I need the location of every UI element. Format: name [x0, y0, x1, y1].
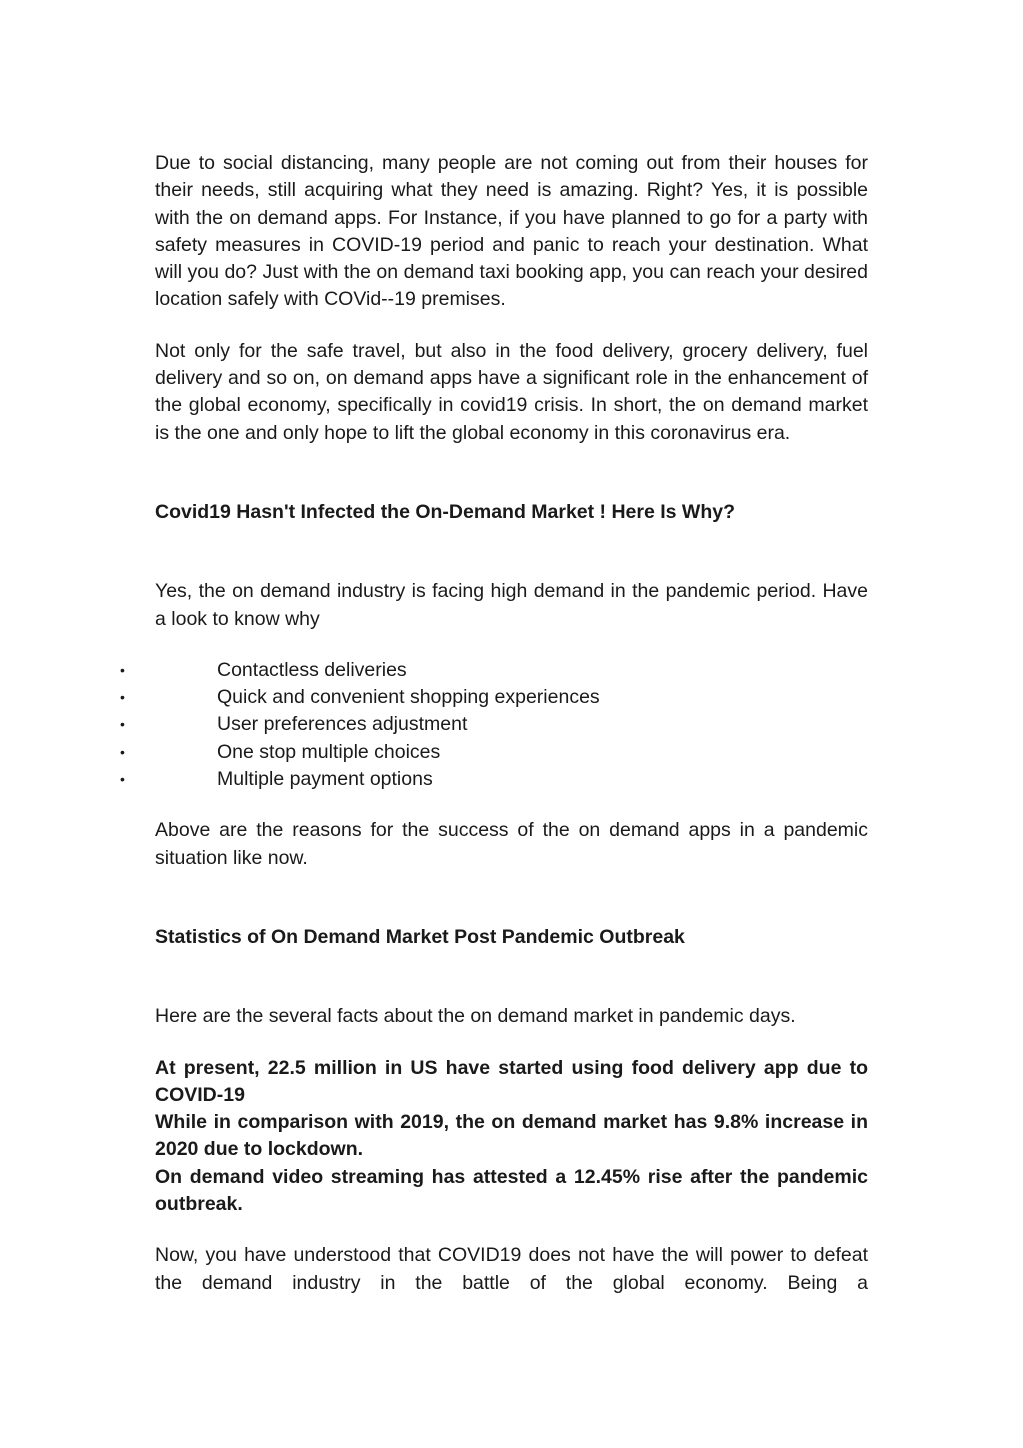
- section-closing-why: Above are the reasons for the success of the on demand apps in a pandemic situation like now.: [155, 819, 868, 869]
- bullet-icon: •: [120, 716, 125, 733]
- list-item-text: Quick and convenient shopping experiences: [217, 686, 600, 709]
- fact-item: While in comparison with 2019, the on demand market has 9.8% increase in 2020 due to lockdown.: [155, 1111, 868, 1161]
- list-item: [120, 657, 868, 684]
- list-item-text: Multiple payment options: [217, 768, 433, 791]
- list-item-text: User preferences adjustment: [217, 713, 468, 736]
- bullet-icon: •: [120, 689, 125, 706]
- list-item: [120, 711, 868, 738]
- section-heading-statistics: Statistics of On Demand Market Post Pandemic Outbreak: [155, 925, 685, 948]
- reasons-list: [120, 657, 868, 793]
- section-lead-statistics: Here are the several facts about the on demand market in pandemic days.: [155, 1005, 796, 1028]
- fact-item: At present, 22.5 million in US have started using food delivery app due to COVID-19: [155, 1056, 868, 1106]
- intro-paragraph-1: Due to social distancing, many people are not coming out from their houses for their needs, still acquiring what they need is amazing. Right? Yes, it is possible with the on demand apps. For Instance, if you have planned to go for a party with safety measures in COVID-19 period and panic to reach your destination. What will you do? Just with the on demand taxi booking app, you can reach your desired location safely with COVid--19 premises.: [155, 152, 868, 311]
- list-item: [120, 766, 868, 793]
- list-item: [120, 739, 868, 766]
- list-item-text: One stop multiple choices: [217, 740, 441, 763]
- document-page: [120, 150, 868, 1297]
- statistics-facts: [155, 1055, 868, 1219]
- conclusion-paragraph: Now, you have understood that COVID19 does not have the will power to defeat the demand industry in the battle of the global economy. Being a: [155, 1244, 868, 1294]
- bullet-icon: •: [120, 743, 125, 760]
- bullet-icon: •: [120, 771, 125, 788]
- section-lead-why: Yes, the on demand industry is facing high demand in the pandemic period. Have a look to know why: [155, 580, 868, 630]
- intro-paragraph-2: Not only for the safe travel, but also in the food delivery, grocery delivery, fuel delivery and so on, on demand apps have a significant role in the enhancement of the global economy, specifically in covid19 crisis. In short, the on demand market is the one and only hope to lift the global economy in this coronavirus era.: [155, 339, 868, 444]
- bullet-icon: •: [120, 661, 125, 678]
- list-item: [120, 684, 868, 711]
- list-item-text: Contactless deliveries: [217, 658, 407, 681]
- section-heading-why: Covid19 Hasn't Infected the On-Demand Market ! Here Is Why?: [155, 500, 736, 523]
- fact-item: On demand video streaming has attested a 12.45% rise after the pandemic outbreak.: [155, 1165, 868, 1216]
